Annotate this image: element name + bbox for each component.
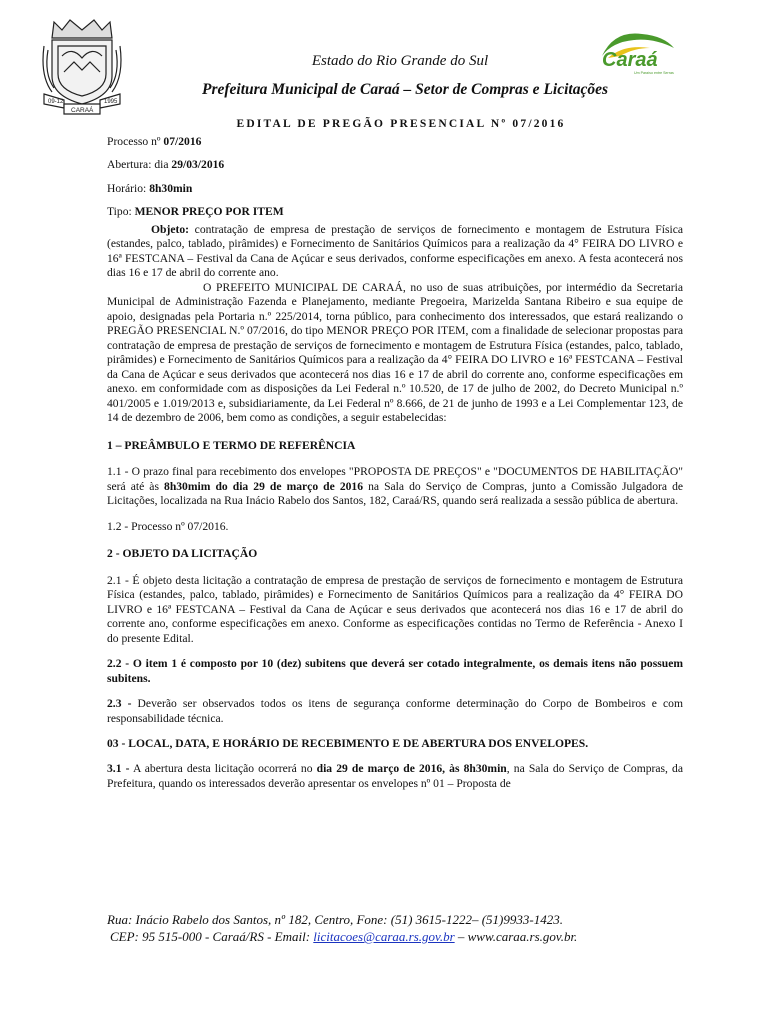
horario-label: Horário:	[107, 181, 150, 195]
crest-banner-right: 1995	[104, 99, 118, 105]
processo-value: 07/2016	[163, 135, 202, 148]
horario-value: 8h30min	[149, 181, 193, 195]
objeto-label: Objeto:	[151, 222, 189, 236]
document-body	[107, 135, 683, 791]
objeto-paragraph	[107, 223, 683, 281]
footer-website: – www.caraa.rs.gov.br.	[454, 929, 578, 944]
p2-3-number: 2.3 -	[107, 697, 132, 711]
p1-1-deadline: 8h30mim do dia 29 de março de 2016	[164, 479, 364, 493]
crest-name: CARAÁ	[71, 107, 94, 114]
p3-1-text-b: A abertura desta licitação ocorrerá no	[129, 762, 317, 776]
p3-1-number: 3.1 -	[107, 762, 130, 776]
abertura-label: Abertura: dia	[107, 158, 172, 172]
footer-contact	[110, 929, 577, 945]
paragraph-1-1	[107, 465, 683, 508]
crest-banner-left: 09-12	[48, 99, 64, 105]
objeto-text: contratação de empresa de prestação de serviços de fornecimento e montagem de Estrutura Física (estandes, palco, tablado, pirâmides) e Fornecimento de Sanitários Químicos para a realização da 4° FEIRA DO LIVRO e 16ª FESTCANA – Festival da Cana de Açúcar e seus derivados, conforme especificações em anexo. A festa acontecerá nos dias 16 e 17 de abril do corrente ano.	[107, 222, 683, 280]
p3-1-date: dia 29 de março de 2016, às 8h30min	[316, 762, 507, 776]
paragraph-2-3	[107, 697, 683, 726]
paragraph-2-1: 2.1 - É objeto desta licitação a contratação de empresa de prestação de serviços de fornecimento e montagem de Estrutura Física (estandes, palco, tablado, pirâmides) e Fornecimento de Sanitários Químicos para a realização da 4° FEIRA DO LIVRO e 16ª FESTCANA – Festival da Cana de Açúcar e seus derivados que acontecerá nos dias 16 e 17 de abril do corrente ano, conforme especificações em anexo. Conforme as especificações contidas no Termo de Referência - Anexo I do presente Edital.	[107, 573, 683, 645]
footer-cep: CEP: 95 515-000 - Caraá/RS - Email:	[110, 929, 314, 944]
p1-1-text-a: 1.1 - O prazo final para recebimento dos envelopes "PROPOSTA DE PREÇOS" e "DOCUMENTOS DE HABILITAÇÃO" será até às	[107, 465, 683, 493]
p1-1-text-c: na Sala do Serviço de Compras, junto a Comissão Julgadora de Licitações, localizada na Rua Inácio Rabelo dos Santos, 182, Caraá/RS, quando será realizada a sessão pública de abertura.	[107, 479, 684, 508]
p3-1-text-d: , na Sala do Serviço de Compras, da Prefeitura, quando os interessados deverão apresentar os envelopes nº 01 – Proposta de	[107, 762, 684, 790]
state-name: Estado do Rio Grande do Sul	[311, 53, 489, 69]
section-3-heading: 03 - LOCAL, DATA, E HORÁRIO DE RECEBIMENTO E DE ABERTURA DOS ENVELOPES.	[107, 736, 589, 750]
tipo-line	[107, 205, 683, 219]
edital-title: EDITAL DE PREGÃO PRESENCIAL Nº 07/2016	[236, 118, 566, 130]
tipo-value: MENOR PREÇO POR ITEM	[134, 205, 284, 219]
prefecture-title: Prefeitura Municipal de Caraá – Setor de Compras e Licitações	[202, 81, 608, 98]
abertura-value: 29/03/2016	[171, 158, 225, 172]
footer-address: Rua: Inácio Rabelo dos Santos, nº 182, Centro, Fone: (51) 3615-1222– (51)9933-1423.	[107, 912, 563, 927]
p2-2-text: 2.2 - O item 1 é composto por 10 (dez) subitens que deverá ser cotado integralmente, os demais itens não possuem subitens.	[107, 657, 683, 685]
email-link[interactable]: licitacoes@caraa.rs.gov.br	[313, 929, 455, 944]
abertura-line	[107, 158, 683, 172]
paragraph-2-2	[107, 657, 683, 686]
logo-tagline: Um Paraíso entre Serras	[634, 71, 674, 75]
processo-label: Processo nº	[107, 135, 164, 148]
paragraph-3-1	[107, 762, 683, 791]
processo-line	[107, 135, 683, 149]
tipo-label: Tipo:	[107, 205, 135, 219]
section-1-heading: 1 – PREÂMBULO E TERMO DE REFERÊNCIA	[107, 438, 356, 452]
horario-line	[107, 182, 683, 196]
logo-text: Caraá	[602, 49, 658, 71]
paragraph-1-2: 1.2 - Processo nº 07/2016.	[107, 519, 229, 533]
preamble-paragraph: O PREFEITO MUNICIPAL DE CARAÁ, no uso de suas atribuições, por intermédio da Secretaria Municipal de Administração Fazenda e Planejamento, mediante Pregoeira, Marizelda Santana Ribeiro e sua equipe de apoio, designadas pela Portaria n.º 225/2014, torna público, para conhecimento dos interessados, que estará realizando o PREGÃO PRESENCIAL N.º 07/2016, do tipo MENOR PREÇO POR ITEM, com a finalidade de selecionar propostas para contratação de empresa de prestação de serviços de fornecimento e montagem de Estrutura Física (estandes, palco, tablado, pirâmides) e Fornecimento de Sanitários Químicos para a realização da 4° FEIRA DO LIVRO e 16ª FESTCANA – Festival da Cana de Açúcar e seus derivados que acontecerá nos dias 16 e 17 de abril do corrente ano, conforme especificações em anexo. em conformidade com as disposições da Lei Federal n.º 10.520, de 17 de julho de 2002, do Decreto Municipal n.º 401/2005 e 1.019/2013 e, subsidiariamente, da Lei Federal nº 8.666, de 21 de junho de 1993 e a Lei Complementar 123, de 14 de dezembro de 2006, bem como as condições, a seguir estabelecidas:	[107, 280, 683, 425]
p2-3-text: Deverão ser observados todos os itens de segurança conforme determinação do Corpo de Bombeiros e com responsabilidade técnica.	[107, 697, 683, 725]
section-2-heading: 2 - OBJETO DA LICITAÇÃO	[107, 547, 258, 561]
